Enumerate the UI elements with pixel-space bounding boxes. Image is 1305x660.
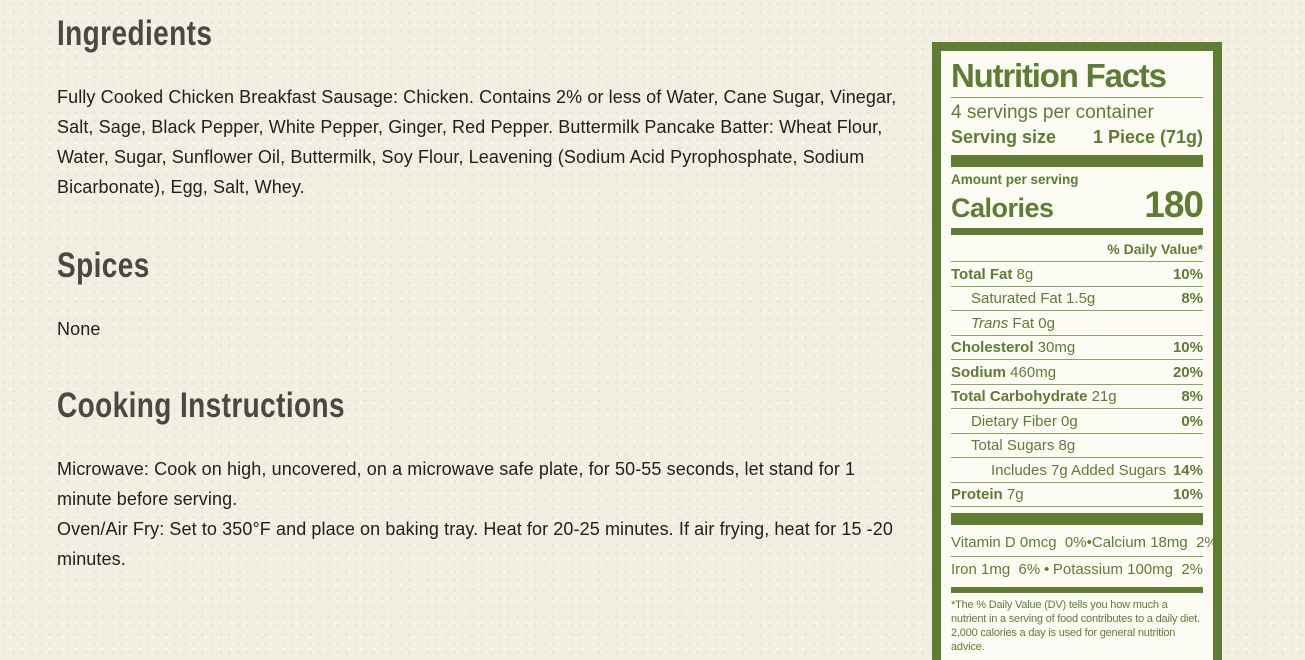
nutrition-title: Nutrition Facts: [951, 57, 1166, 94]
nutrient-amount: 8g: [1012, 265, 1034, 283]
nutrient-row-total-fat: [951, 262, 1203, 287]
bullet-separator: •: [1086, 534, 1092, 551]
cooking-instructions-section: [57, 386, 905, 574]
nutrient-name: Includes 7g Added Sugars: [991, 461, 1167, 479]
nutrient-row-trans-fat: [951, 311, 1203, 336]
nutrient-name: Total Sugars 8g: [971, 437, 1076, 454]
bullet-separator: •: [1043, 561, 1050, 578]
nutrient-name: Cholesterol: [951, 339, 1034, 356]
nutrient-dv: 8%: [1181, 388, 1203, 405]
nutrient-amount: 30mg: [1033, 339, 1076, 356]
cooking-instructions-heading: [57, 386, 905, 430]
nutrient-row-protein: [951, 483, 1203, 508]
micronutrient-right: Calcium 18mg 2%: [1091, 534, 1218, 551]
nutrient-dv: 10%: [1172, 486, 1203, 503]
nutrient-row-saturated-fat: [951, 287, 1203, 312]
nutrient-dv: 10%: [1172, 339, 1203, 356]
nutrient-row-sodium: [951, 360, 1203, 385]
nutrient-amount: Fat 0g: [1008, 314, 1055, 332]
calories-row: [951, 184, 1203, 225]
nutrient-row-cholesterol: [951, 336, 1203, 361]
daily-value-header: % Daily Value*: [951, 238, 1203, 262]
thick-divider: [951, 155, 1203, 167]
nutrition-facts-label: [932, 42, 1222, 660]
nutrient-dv: 10%: [1172, 265, 1203, 283]
nutrient-row-total-carbohydrate: [951, 385, 1203, 410]
ingredients-text: Fully Cooked Chicken Breakfast Sausage: Chicken. Contains 2% or less of Water, Cane Sugar, Vinegar, Salt, Sage, Black Pepper, White Pepper, Ginger, Red Pepper. Buttermilk Pancake Batter: Wheat Flour, Water, Sugar, Sunflower Oil, Buttermilk, Soy Flour, Leavening (Sodium Acid Pyrophosphate, Sodium Bicarbonate), Egg, Salt, Whey.: [57, 87, 897, 197]
ingredients-heading-text: Ingredients: [57, 14, 213, 53]
nutrient-dv: 20%: [1172, 363, 1203, 381]
micronutrient-row-iron-potassium: [951, 557, 1203, 583]
ingredients-section: [57, 14, 905, 202]
nutrient-name: Protein: [951, 486, 1003, 503]
nutrient-name: Total Carbohydrate: [951, 388, 1088, 405]
nutrient-amount: 460mg: [1006, 363, 1057, 381]
calories-value: 180: [1144, 184, 1203, 225]
nutrient-amount: 7g: [1002, 486, 1024, 503]
nutrient-name-italic: Trans: [971, 314, 1009, 332]
serving-size-label: Serving size: [951, 127, 1057, 147]
cooking-microwave-text: Microwave: Cook on high, uncovered, on a microwave safe plate, for 50-55 seconds, let stand for 1 minute before serving.: [57, 459, 856, 509]
nutrient-dv: 0%: [1181, 412, 1203, 430]
nutrient-amount: 21g: [1087, 388, 1117, 405]
nutrient-name: Saturated Fat 1.5g: [971, 290, 1096, 307]
nutrient-name: Dietary Fiber 0g: [971, 412, 1078, 430]
serving-size-row: [951, 125, 1203, 149]
spices-heading: [57, 246, 905, 290]
nutrient-dv: 8%: [1181, 290, 1203, 307]
micronutrient-row-vitamin-d-calcium: [951, 530, 1218, 557]
nutrient-name: Total Fat: [951, 265, 1013, 283]
micronutrient-left: Vitamin D 0mcg 0%: [951, 534, 1087, 551]
daily-value-footnote: *The % Daily Value (DV) tells you how much a nutrient in a serving of food contributes to a daily diet. 2,000 calories a day is used for general nutrition advice.: [951, 599, 1200, 653]
divider: [951, 97, 1203, 98]
product-info-column: [57, 14, 905, 618]
medium-divider: [951, 228, 1203, 235]
footnote-divider: [951, 587, 1203, 593]
serving-size-value: 1 Piece (71g): [1092, 127, 1203, 147]
nutrient-row-dietary-fiber: [951, 409, 1203, 434]
micronutrient-left: Iron 1mg 6%: [951, 561, 1041, 578]
ingredients-heading: [57, 14, 905, 58]
spices-text: None: [57, 319, 101, 339]
spices-section: [57, 246, 905, 344]
servings-per-container: 4 servings per container: [951, 102, 1154, 123]
micronutrient-right: Potassium 100mg 2%: [1052, 561, 1203, 578]
cooking-instructions-heading-text: Cooking Instructions: [57, 386, 345, 425]
nutrient-row-added-sugars: [951, 458, 1203, 483]
nutrient-name: Sodium: [951, 363, 1006, 381]
spices-heading-text: Spices: [57, 246, 150, 285]
cooking-oven-text: Oven/Air Fry: Set to 350°F and place on baking tray. Heat for 20-25 minutes. If air frying, heat for 15 -20 minutes.: [57, 519, 893, 569]
thick-divider: [951, 513, 1203, 525]
calories-label: Calories: [951, 193, 1054, 223]
amount-per-serving-label: Amount per serving: [951, 172, 1079, 187]
nutrient-dv: 14%: [1172, 461, 1203, 479]
nutrient-row-total-sugars: [951, 434, 1203, 459]
